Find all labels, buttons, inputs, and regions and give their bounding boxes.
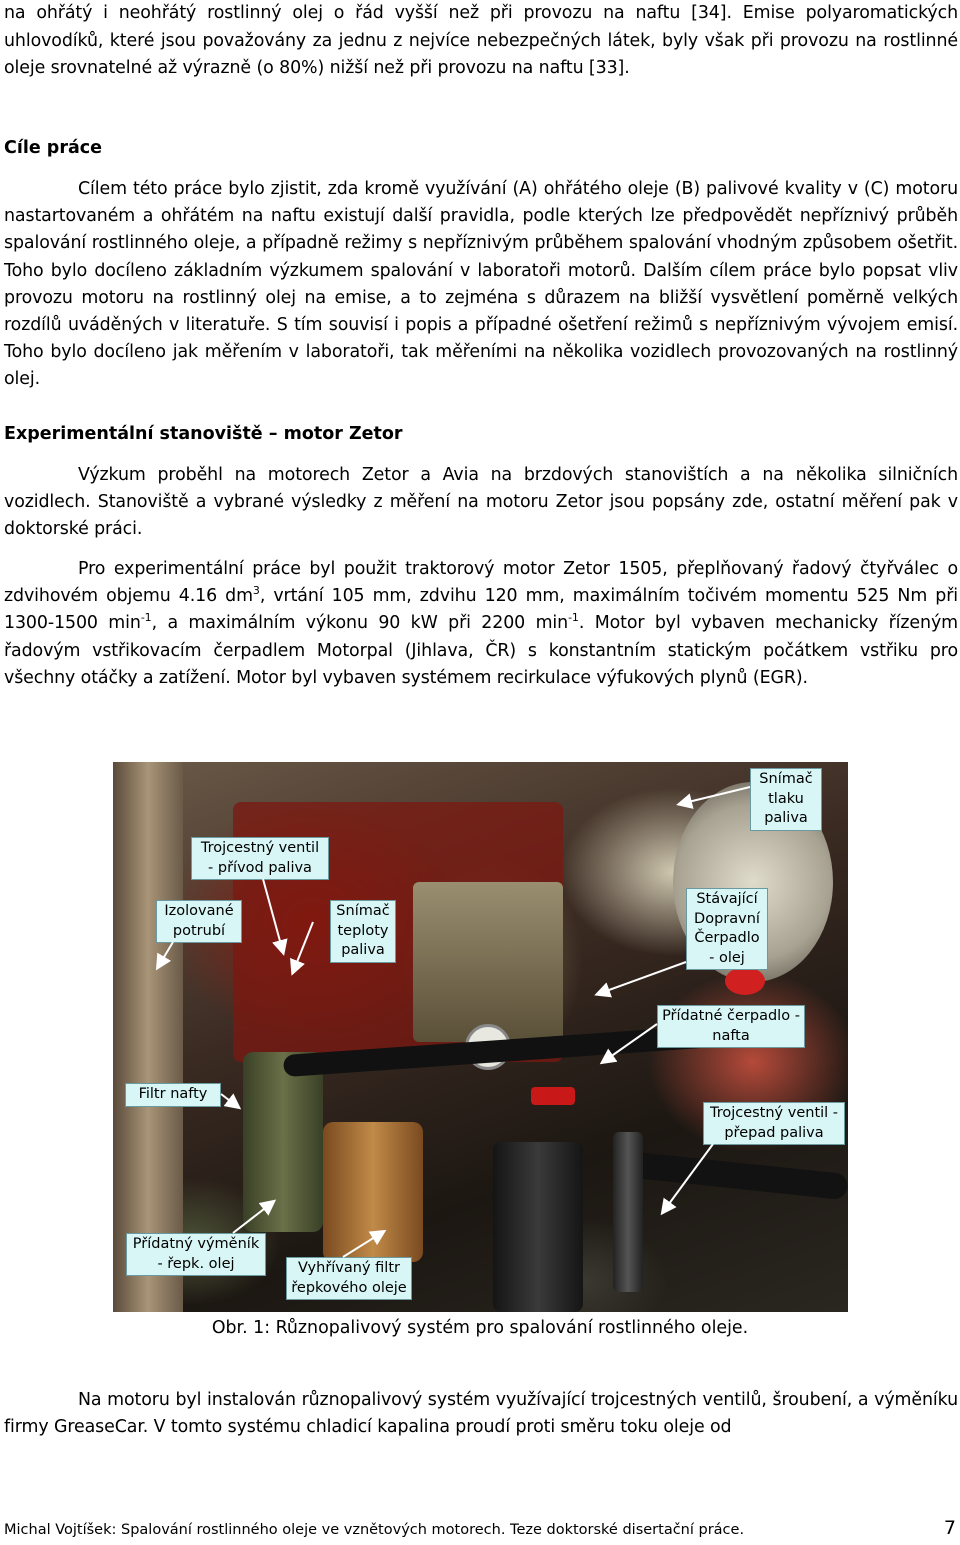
arrow-heat-exchanger xyxy=(233,1202,273,1233)
arrow-heated-filter xyxy=(343,1232,383,1257)
figure-caption: Obr. 1: Různopalivový systém pro spalování rostlinného oleje. xyxy=(211,1318,749,1338)
goals-heading: Cíle práce xyxy=(4,138,103,158)
closing-paragraph: Na motoru byl instalován různopalivový systém využívající trojcestných ventilů, šroubení, a výměníku firmy GreaseCar. V tomto systému chladicí kapalina proudí proti směru toku oleje od xyxy=(4,1390,958,1438)
setup-text-a: Pro experimentální práce byl použit traktorový motor Zetor 1505, přeplňovaný řadový čtyřválec o zdvihovém objemu 4.16 dm xyxy=(4,559,958,607)
arrow-three-way-inlet xyxy=(263,879,283,952)
label-three-way-inlet: Trojcestný ventil - přívod paliva xyxy=(191,837,329,880)
setup-text-b: , vrtání 105 mm, zdvihu 120 mm, maximálním točivém momentu 525 Nm při 1300-1500 min xyxy=(4,586,958,634)
setup-sup-3: -1 xyxy=(568,611,579,625)
goals-paragraph: Cílem této práce bylo zjistit, zda kromě využívání (A) ohřátého oleje (B) palivové kvality v (C) motoru nastartovaném a ohřátém na naftu existují další pravidla, podle kterých lze předpovědět nepříznivý průběh spalování rostlinného oleje, a případně režimy s nepříznivým průběhem spalování vhodným způsobem ošetřit. Toho bylo docíleno základním výzkumem spalování v laboratoři motorů. Dalším cílem práce bylo popsat vliv provozu motoru na rostlinný olej na emise, a to zejména s důrazem na bližší vysvětlení poměrně velkých rozdílů uváděných v literatuře. S tím souvisí i popis a případné ošetření režimů s nepříznivým vývojem emisí. Toho bylo docíleno jak měřením v laboratoři, tak měřeními na několika vozidlech provozovaných na rostlinný olej. xyxy=(4,179,958,390)
intro-paragraph: na ohřátý i neohřátý rostlinný olej o řád vyšší než při provozu na naftu [34]. Emise polyaromatických uhlovodíků, které jsou považovány za jednu z nejvíce nebezpečných látek, byly však při provozu na rostlinné oleje srovnatelné až výrazně (o 80%) nižší než při provozu na naftu [33]. xyxy=(4,3,958,78)
page-footer: Michal Vojtíšek: Spalování rostlinného oleje ve vznětových motorech. Teze doktorské disertační práce. xyxy=(4,1522,745,1538)
arrow-diesel-filter xyxy=(221,1094,238,1107)
arrow-temp-sensor xyxy=(293,922,313,972)
arrow-pressure-sensor xyxy=(680,787,750,804)
setup-paragraph-2 xyxy=(4,556,958,692)
setup-sup-1: 3 xyxy=(252,584,260,598)
arrow-insulated-pipe xyxy=(158,942,173,967)
arrow-existing-pump xyxy=(598,962,686,994)
annotation-arrows xyxy=(113,762,848,1312)
setup-sup-2: -1 xyxy=(140,611,152,625)
label-diesel-filter: Filtr nafty xyxy=(125,1083,221,1107)
setup-text-c: , a maximálním výkonu 90 kW při 2200 min xyxy=(151,613,569,634)
engine-photo xyxy=(113,762,848,1312)
page-number: 7 xyxy=(943,1517,956,1539)
label-insulated-pipe: Izolované potrubí xyxy=(156,900,242,943)
label-temp-sensor: Snímač teploty paliva xyxy=(330,900,396,963)
label-heated-filter: Vyhřívaný filtr řepkového oleje xyxy=(286,1257,412,1300)
label-heat-exchanger: Přídatný výměník - řepk. olej xyxy=(126,1233,266,1276)
arrow-extra-pump xyxy=(603,1024,657,1062)
setup-text-d: . Motor byl vybaven mechanicky řízeným řadovým vstřikovacím čerpadlem Motorpal (Jihlava, ČR) s konstantním statickým počátkem vstřiku pro všechny otáčky a zatížení. Motor byl vybaven systémem recirkulace výfukových plynů (EGR). xyxy=(4,613,958,688)
arrow-three-way-return xyxy=(663,1144,713,1212)
label-extra-pump: Přídatné čerpadlo - nafta xyxy=(657,1005,805,1048)
label-pressure-sensor: Snímač tlaku paliva xyxy=(750,768,822,831)
setup-paragraph-1: Výzkum proběhl na motorech Zetor a Avia na brzdových stanovištích a na několika silničních vozidlech. Stanoviště a vybrané výsledky z měření na motoru Zetor jsou popsány zde, ostatní měření pak v doktorské práci. xyxy=(4,465,958,540)
label-three-way-return: Trojcestný ventil - přepad paliva xyxy=(703,1102,845,1145)
label-existing-pump: Stávající Dopravní Čerpadlo - olej xyxy=(686,888,768,970)
setup-heading: Experimentální stanoviště – motor Zetor xyxy=(4,424,403,444)
